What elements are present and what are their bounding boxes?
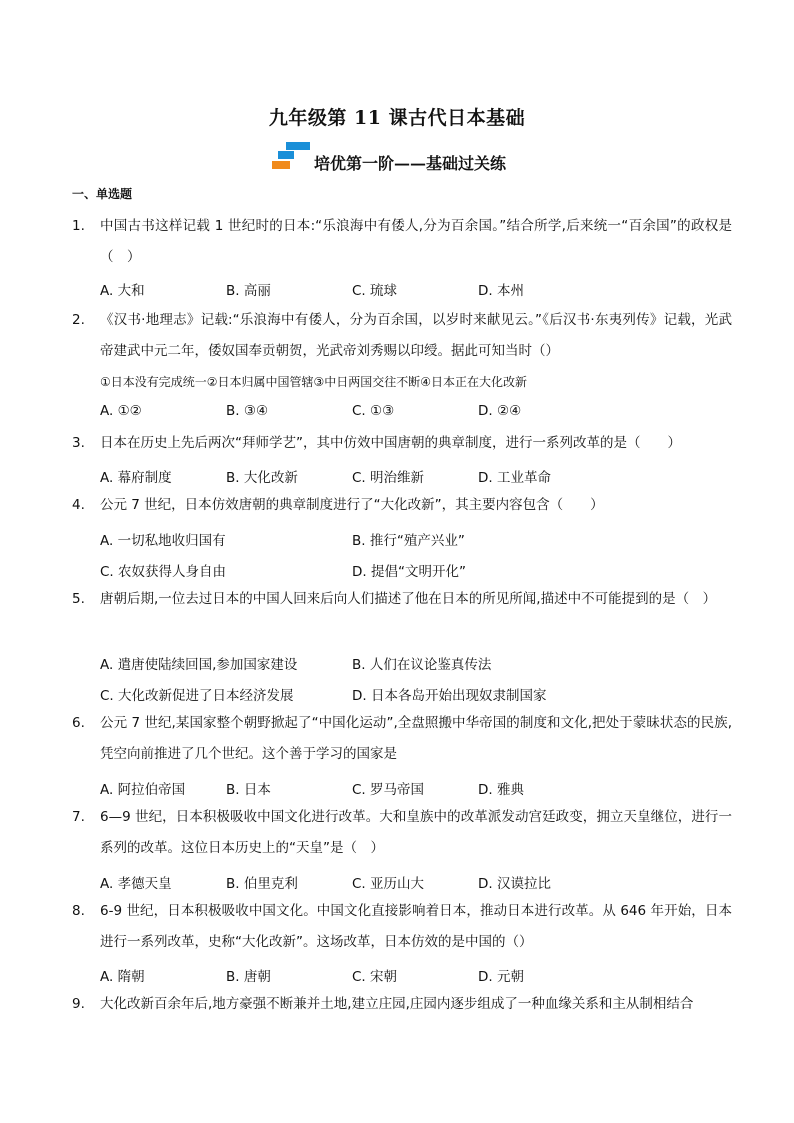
option-c: C. 宋朝 [352,969,398,985]
question-1 [72,211,732,273]
option-b: B. 唐朝 [226,969,271,985]
question-number: 3. [72,435,85,451]
question-number: 6. [72,715,85,731]
question-5 [72,584,732,615]
question-number: 5. [72,591,85,607]
option-a: A. 遣唐使陆续回国,参加国家建设 [100,657,298,673]
option-d: D. 雅典 [478,782,524,798]
option-c: C. 明治维新 [352,470,425,486]
question-3 [72,428,732,459]
option-a: A. 大和 [100,283,145,299]
question-number: 7. [72,809,85,825]
question-4 [72,490,732,521]
option-b: B. 伯里克利 [226,876,298,892]
option-b: B. 日本 [226,782,271,798]
question-text: 中国古书这样记载 1 世纪时的日本:“乐浪海中有倭人,分为百余国。”结合所学,后来统一“百余国”的政权是（ ） [100,218,732,265]
option-b: B. 大化改新 [226,470,298,486]
question-6 [72,708,732,770]
option-a: A. 孝德天皇 [100,876,172,892]
option-c: C. 农奴获得人身自由 [100,564,227,580]
option-a: A. 阿拉伯帝国 [100,782,186,798]
option-b: B. 高丽 [226,283,271,299]
option-d: D. 日本各岛开始出现奴隶制国家 [352,688,547,704]
question-text: 唐朝后期,一位去过日本的中国人回来后向人们描述了他在日本的所见所闻,描述中不可能提到的是（ ） [100,591,717,607]
option-d: D. ②④ [478,403,522,419]
question-text: 6—9 世纪，日本积极吸收中国文化进行改革。大和皇族中的改革派发动宫廷政变，拥立天皇继位，进行一系列的改革。这位日本历史上的“天皇”是（ ） [100,809,732,856]
option-c: C. 亚历山大 [352,876,425,892]
option-d: D. 汉谟拉比 [478,876,551,892]
option-a: A. ①② [100,403,142,419]
question-2 [72,305,732,367]
option-c: C. 大化改新促进了日本经济发展 [100,688,294,704]
option-a: A. 幕府制度 [100,470,172,486]
question-9 [72,989,732,1020]
question-text: 6-9 世纪，日本积极吸收中国文化。中国文化直接影响着日本，推动日本进行改革。从 646 年开始，日本进行一系列改革，史称“大化改新”。这场改革，日本仿效的是中国的（） [100,903,732,950]
question-text: 公元 7 世纪，日本仿效唐朝的典章制度进行了“大化改新”，其主要内容包含（ ） [100,497,604,513]
option-d: D. 工业革命 [478,470,551,486]
option-b: B. 推行“殖产兴业” [352,533,465,549]
question-8 [72,896,732,958]
question-number: 2. [72,312,85,328]
question-number: 1. [72,218,85,234]
option-c: C. ①③ [352,403,395,419]
section-heading: 一、单选题 [72,187,133,201]
question-number: 8. [72,903,85,919]
question-number: 9. [72,996,85,1012]
option-c: C. 琉球 [352,283,398,299]
question-text: 《汉书·地理志》记载:“乐浪海中有倭人，分为百余国，以岁时来献见云。”《后汉书·东夷列传》记载，光武帝建武中元二年，倭奴国奉贡朝贺，光武帝刘秀赐以印绶。据此可知当时（） [100,312,732,359]
question-number: 4. [72,497,85,513]
question-text: 公元 7 世纪,某国家整个朝野掀起了“中国化运动”,全盘照搬中华帝国的制度和文化,把处于蒙昧状态的民族,凭空向前推进了几个世纪。这个善于学习的国家是 [100,715,732,762]
stairs-logo-icon [272,142,312,170]
option-c: C. 罗马帝国 [352,782,425,798]
question-7 [72,802,732,864]
option-a: A. 一切私地收归国有 [100,533,226,549]
question-statements: ①日本没有完成统一②日本归属中国管辖③中日两国交往不断④日本正在大化改新 [100,375,528,389]
option-b: B. 人们在议论鉴真传法 [352,657,492,673]
option-a: A. 隋朝 [100,969,145,985]
question-text: 日本在历史上先后两次“拜师学艺”，其中仿效中国唐朝的典章制度，进行一系列改革的是（ ） [100,435,681,451]
option-d: D. 本州 [478,283,524,299]
option-b: B. ③④ [226,403,269,419]
option-d: D. 提倡“文明开化” [352,564,466,580]
page-subtitle: 培优第一阶——基础过关练 [314,154,507,173]
question-text: 大化改新百余年后,地方豪强不断兼并土地,建立庄园,庄园内逐步组成了一种血缘关系和主从制相结合 [100,996,694,1012]
page-title: 九年级第 11 课古代日本基础 [268,107,526,129]
option-d: D. 元朝 [478,969,524,985]
